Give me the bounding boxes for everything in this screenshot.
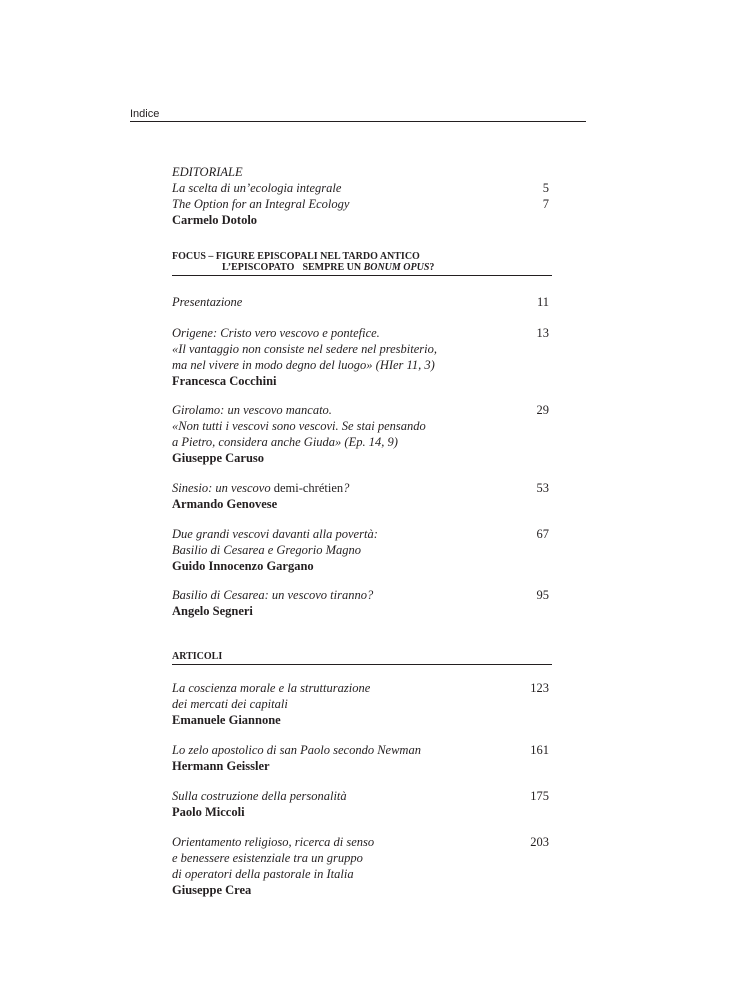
focus-heading bbox=[172, 251, 552, 276]
entry-author: Francesca Cocchini bbox=[172, 374, 277, 388]
entry-title: Due grandi vescovi davanti alla povertà: bbox=[172, 527, 378, 541]
toc-entry-gargano[interactable] bbox=[172, 526, 552, 574]
page-number: 67 bbox=[536, 527, 549, 541]
toc-entry-sinesio[interactable]: Sinesio: un vescovo demi-chrétien? 53 Armando Genovese bbox=[172, 480, 552, 512]
entry-title: La scelta di un’ecologia integrale bbox=[172, 181, 342, 195]
toc-entry-giannone[interactable] bbox=[172, 680, 552, 728]
entry-title: Girolamo: un vescovo mancato. bbox=[172, 403, 332, 417]
entry-author: Emanuele Giannone bbox=[172, 713, 281, 727]
editoriale-label: EDITORIALE bbox=[172, 165, 243, 179]
entry-title-roman: demi-chrétien bbox=[270, 481, 344, 495]
entry-title: The Option for an Integral Ecology bbox=[172, 197, 350, 211]
entry-title: Presentazione bbox=[172, 295, 243, 309]
page-number: 53 bbox=[536, 481, 549, 495]
page-number: 29 bbox=[536, 403, 549, 417]
toc-entry[interactable] bbox=[172, 294, 552, 310]
toc-entry-segneri[interactable] bbox=[172, 587, 552, 619]
entry-author: Carmelo Dotolo bbox=[172, 213, 258, 227]
entry-title: Origene: Cristo vero vescovo e pontefice. bbox=[172, 326, 380, 340]
entry-subtitle: e benessere esistenziale tra un gruppo bbox=[172, 851, 363, 865]
page-number: 123 bbox=[530, 681, 549, 695]
entry-subtitle: «Il vantaggio non consiste nel sedere nel presbiterio, bbox=[172, 342, 437, 356]
page-number: 203 bbox=[530, 835, 549, 849]
entry-title: Orientamento religioso, ricerca di senso bbox=[172, 835, 375, 849]
toc-entry-geissler[interactable] bbox=[172, 742, 552, 774]
entry-subtitle: a Pietro, considera anche Giuda» (Ep. 14, 9) bbox=[172, 435, 398, 449]
entry-author: Angelo Segneri bbox=[172, 604, 253, 618]
entry-author: Hermann Geissler bbox=[172, 759, 270, 773]
entry-title: La coscienza morale e la strutturazione bbox=[172, 681, 371, 695]
entry-subtitle: dei mercati dei capitali bbox=[172, 697, 288, 711]
entry-title: Basilio di Cesarea: un vescovo tiranno? bbox=[172, 588, 374, 602]
page-number: 161 bbox=[530, 743, 549, 757]
entry-author: Guido Innocenzo Gargano bbox=[172, 559, 314, 573]
editoriale-section bbox=[172, 164, 552, 228]
page-number: 5 bbox=[542, 181, 549, 195]
page-number: 95 bbox=[536, 588, 549, 602]
entry-subtitle: di operatori della pastorale in Italia bbox=[172, 867, 354, 881]
running-head: Indice bbox=[130, 108, 586, 122]
page-number: 7 bbox=[542, 197, 549, 211]
entry-title: Sulla costruzione della personalità bbox=[172, 789, 347, 803]
entry-subtitle: «Non tutti i vescovi sono vescovi. Se stai pensando bbox=[172, 419, 426, 433]
entry-author: Armando Genovese bbox=[172, 497, 278, 511]
entry-author: Giuseppe Crea bbox=[172, 883, 252, 897]
entry-subtitle: Basilio di Cesarea e Gregorio Magno bbox=[172, 543, 361, 557]
toc-entry-crea[interactable] bbox=[172, 834, 552, 898]
entry-author: Paolo Miccoli bbox=[172, 805, 245, 819]
focus-heading-line1: FOCUS – FIGURE EPISCOPALI NEL TARDO ANTICO bbox=[172, 251, 420, 262]
entry-author: Giuseppe Caruso bbox=[172, 451, 265, 465]
page-number: 11 bbox=[536, 295, 549, 309]
focus-heading-line2: L’EPISCOPATO SEMPRE UN BONUM OPUS? bbox=[222, 262, 435, 273]
presentazione-entry[interactable] bbox=[172, 294, 552, 310]
articoli-heading bbox=[172, 651, 552, 665]
toc-entry[interactable] bbox=[172, 196, 552, 212]
entry-title: Lo zelo apostolico di san Paolo secondo Newman bbox=[172, 743, 421, 757]
toc-entry[interactable] bbox=[172, 180, 552, 196]
articoli-heading-label: ARTICOLI bbox=[172, 651, 223, 662]
toc-entry-miccoli[interactable] bbox=[172, 788, 552, 820]
toc-entry-origene[interactable] bbox=[172, 325, 552, 389]
page-number: 13 bbox=[536, 326, 549, 340]
entry-title: Sinesio: un vescovo bbox=[172, 481, 271, 495]
entry-subtitle: ma nel vivere in modo degno del luogo» (HIer 11, 3) bbox=[172, 358, 435, 372]
toc-entry-girolamo[interactable] bbox=[172, 402, 552, 466]
page-number: 175 bbox=[530, 789, 549, 803]
